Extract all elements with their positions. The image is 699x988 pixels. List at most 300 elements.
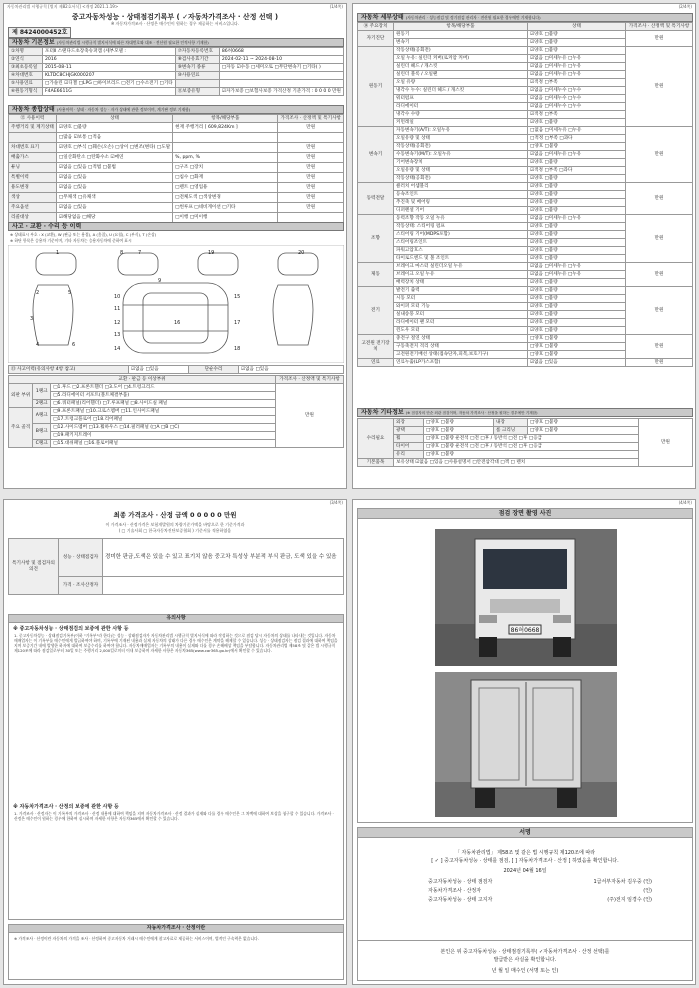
overall-state: ☑없음 □있음: [56, 183, 172, 193]
detail-state: ☑양호 □불량: [528, 303, 626, 311]
detail-state: ☑양호 □불량: [528, 31, 626, 39]
basic-value: 2016: [43, 56, 176, 64]
signature-text-1: 「 자동차관리법」 제58조 및 같은 법 시행규칙 제120조에 따라: [454, 850, 596, 856]
detail-item: 브레이크 오일 누유: [394, 271, 528, 279]
detail-state: □적정 □부족 □과다: [528, 135, 626, 143]
detail-row: [358, 335, 693, 343]
detail-state: ☑양호 □불량: [528, 199, 626, 207]
vehicle-diagram: [8, 245, 344, 363]
other-state: □양호 □불량: [424, 451, 639, 459]
diagram-part-label: 1: [56, 250, 60, 256]
detail-group: 동력전달: [358, 183, 394, 215]
detail-state: □없음 □미세누유 □누유: [528, 127, 626, 135]
notice-title: 유의사항: [9, 615, 343, 623]
parts-table: [8, 375, 344, 448]
overall-detail: 현재 주행거리 [ 609,824Km ]: [173, 123, 278, 133]
final-price-note-2: ( □ 기술사회 □ 한국자동차진단보증협회 ) 기준서를 적용하였음: [118, 528, 232, 533]
basic-value-2: □자동 ☑수동 □세미오토 □무단변속기 □기타( ): [219, 64, 343, 72]
basic-value: 포터Ⅱ 스탠다드초장축슈퍼캡 (세부모델 :: [43, 48, 176, 56]
rank-2-items: □6.쿼터패널(리어휀더) □7.루프패널 □8.사이드실 패널: [51, 400, 276, 408]
detail-price: 만원: [626, 263, 693, 287]
overall-detail: [173, 133, 278, 143]
detail-price: 만원: [626, 183, 693, 215]
rank-c-label: C랭크: [33, 440, 51, 448]
detail-item: 타이로드엔드 및 볼 조인트: [394, 255, 528, 263]
price-appraiser-label: 가격 · 조사산정자: [59, 577, 103, 595]
basic-info-row: [9, 88, 344, 96]
basic-items-label: 기본품목: [358, 459, 394, 467]
diagram-part-label: 10: [114, 294, 121, 300]
detail-item: 작동상태(공회전): [394, 143, 528, 151]
detail-price: 만원: [626, 215, 693, 263]
basic-label-2: ⑩사용연료: [175, 72, 219, 80]
detail-state: ☑양호 □불량: [528, 39, 626, 47]
detail-price: 만원: [626, 287, 693, 335]
overall-detail: □이행 □미이행: [173, 213, 278, 223]
detail-group: 고전원 전기장치: [358, 335, 394, 359]
rank-1-items: □1.후드 □2.프론트휀더 □3.도어 □4.트렁크리드: [51, 384, 276, 392]
basic-value-2: [219, 80, 343, 88]
rank-2-label: 2랭크: [33, 400, 51, 408]
overall-item: 차대번호 표기: [9, 143, 57, 153]
overall-price: 만원: [278, 183, 344, 193]
detail-item: 클러치 어셈블리: [394, 183, 528, 191]
diagram-part-label: 15: [234, 294, 241, 300]
detail-item: 브레이크 마스터 실린더오일 누유: [394, 263, 528, 271]
detail-state: ☑적정 □부족 □과다: [528, 167, 626, 175]
overall-state: ☑없음 □있음 □적법 □불법: [56, 163, 172, 173]
detail-item: 자동변속기(A/T): 오일누유: [394, 127, 528, 135]
simple-repair-label: 단순수리: [189, 366, 239, 374]
detail-col-header: 상태: [528, 23, 626, 31]
basic-value: F4AE6611G: [43, 88, 176, 96]
simple-repair-value: ☑없음 □있음: [239, 366, 344, 374]
basic-value-2: 86허0668: [219, 48, 343, 56]
basic-info-row: [9, 48, 344, 56]
basic-info-row: [9, 80, 344, 88]
overall-state: ☑없음 □있음: [56, 173, 172, 183]
detail-item: 실린더 블록 / 오일팬: [394, 71, 528, 79]
basic-value-2: [219, 72, 343, 80]
other-row: [358, 419, 693, 427]
notice-heading-1: ※ 중고자동차성능 · 상태점검의 보증에 관한 사항 등: [13, 626, 129, 632]
overall-col-header: ⑫ 사용이력: [9, 115, 57, 123]
diagram-part-label: 12: [114, 320, 121, 326]
detail-state: ☑양호 □불량: [528, 239, 626, 247]
overall-detail: %, ppm, %: [173, 153, 278, 163]
signer-name: (인): [643, 888, 652, 894]
other-info-table: [357, 418, 693, 467]
overall-price: [278, 213, 344, 223]
photo-section: [357, 508, 693, 823]
basic-value: 2015-08-11: [43, 64, 176, 72]
detail-row: [358, 31, 693, 39]
other-item: 외장: [394, 419, 424, 427]
detail-price: 만원: [626, 31, 693, 47]
detail-item: 실린더 헤드 / 개스킷: [394, 63, 528, 71]
detail-item: 와이퍼 모터 기능: [394, 303, 528, 311]
outer-panel-label: 외판 부위: [9, 384, 33, 408]
signer-role: 자동차가격조사 · 산정자: [428, 888, 482, 894]
signer-row: [428, 888, 652, 894]
overall-detail: □구조 □장치: [173, 163, 278, 173]
overall-item: 배출가스: [9, 153, 57, 163]
overall-row: [9, 173, 344, 183]
basic-label-2: [175, 80, 219, 88]
overall-state: □많음 ☑보통 □적음: [56, 133, 172, 143]
basic-label: ⑥원동기형식: [9, 88, 43, 96]
detail-row: [358, 287, 693, 295]
detail-item: 라디에이터 팬 모터: [394, 319, 528, 327]
detail-state: ☑양호 □불량: [528, 247, 626, 255]
detail-item: 동력조향 작동 오일 누유: [394, 215, 528, 223]
overall-state: ☑양호 □부식 □훼손(오손) □상이 □변조(변타) □도말: [56, 143, 172, 153]
main-frame-label: 주요 골격: [9, 408, 33, 448]
rank-a-items: □9.프론트패널 □10.크로스멤버 □11.인사이드패널: [51, 408, 276, 416]
detail-state: ☑없음 □미세누수 □누수: [528, 95, 626, 103]
rank-b-items-2: □19.패키지트레이: [51, 432, 276, 440]
rank-b-items: □12.사이드멤버 □13.휠하우스 □14.필러패널 (□A □B □C): [51, 424, 276, 432]
detail-state: ☑양호 □불량: [528, 327, 626, 335]
detail-state: ☑양호 □불량: [528, 311, 626, 319]
receipt-text-2: 발급받은 사실을 확인합니다.: [493, 957, 557, 963]
page-number: (3/4쪽): [329, 500, 343, 505]
overall-detail: [173, 143, 278, 153]
detail-item: 워터펌프: [394, 95, 528, 103]
other-state: □양호 □불량 운전석 □전 □후 / 동반석 □전 □후 □응급: [424, 435, 639, 443]
overall-status-header: 자동차 종합상태 (사용이력 · 상태 · 자동차 성능 · 자가 상태에 관한 정보이며, 계기판 정보 기재함): [8, 105, 344, 114]
signer-role: 중고자동차성능 · 상태 고지자: [428, 897, 493, 903]
basic-label-2: ⑧검사유효기간: [175, 56, 219, 64]
diagram-part-label: 4: [36, 342, 40, 348]
detail-item: 작동상태(공회전): [394, 47, 528, 55]
perf-inspector-label: 성능 · 상태점검자: [59, 539, 103, 577]
detail-item: 연료누출(LP가스포함): [394, 359, 528, 367]
overall-col-header: 가격조사 · 산정액 및 특기사항: [278, 115, 344, 123]
detail-state: ☑없음 □미세누유 □누유: [528, 271, 626, 279]
other-state: □양호 □불량 운전석 □전 □후 / 동반석 □전 □후 □응급: [424, 443, 639, 451]
signers-list: [358, 874, 692, 903]
overall-state: □일산화탄소 □탄화수소 ☑매연: [56, 153, 172, 163]
overall-item: 튜닝: [9, 163, 57, 173]
basic-label-2: ⑦자동차등록번호: [175, 48, 219, 56]
signer-role: 중고자동차성능 · 상태 점검자: [428, 879, 493, 885]
detail-state: □양호 □불량: [528, 335, 626, 343]
diagram-part-label: 7: [138, 250, 142, 256]
overall-row: [9, 213, 344, 223]
truck-front-photo: [435, 529, 617, 666]
signer-row: [428, 897, 652, 903]
detail-state: ☑양호 □불량: [528, 295, 626, 303]
detail-state: ☑양호 □불량: [528, 255, 626, 263]
photo-title: 점검 장면 촬영 사진: [358, 509, 692, 519]
overall-item: 색상: [9, 193, 57, 203]
other-item: 휠: [394, 435, 424, 443]
detail-item: 수동변속기(M/T): 오일누유: [394, 151, 528, 159]
overall-col-header: 항목/해당부품: [173, 115, 278, 123]
detail-row: [358, 263, 693, 271]
detail-state: ☑적정 □부족: [528, 111, 626, 119]
detail-row: [358, 215, 693, 223]
diagram-part-label: 2: [36, 290, 40, 296]
basic-value-2: ☑자가보증 □보험사보증 가격산정 기준가격 : 0 0 0 0 만원: [219, 88, 343, 96]
overall-detail: □썬루프 □네비게이션 □기타: [173, 203, 278, 213]
detail-item: 스티어링 기어(MDPS포함): [394, 231, 528, 239]
detail-state: ☑양호 □불량: [528, 159, 626, 167]
license-plate: 86허0668: [510, 627, 540, 634]
other-item: 타이어: [394, 443, 424, 451]
detail-state: □양호 □불량: [528, 143, 626, 151]
detail-state: ☑양호 □불량: [528, 319, 626, 327]
basic-label: ②연식: [9, 56, 43, 64]
detail-price: 만원: [626, 335, 693, 359]
signature-title: 서명: [358, 828, 692, 838]
diagram-part-label: 13: [114, 332, 121, 338]
basic-value: KLTDC8CHJGK000207: [43, 72, 176, 80]
diagram-part-label: 14: [114, 346, 121, 352]
detail-item: 디퍼렌셜 기어: [394, 207, 528, 215]
overall-row: [9, 203, 344, 213]
detail-item: 라디에이터: [394, 103, 528, 111]
diagram-part-label: 8: [120, 250, 124, 256]
overall-price: 만원: [278, 193, 344, 203]
detail-state: ☑없음 □미세누수 □누수: [528, 103, 626, 111]
overall-item: 용도변경: [9, 183, 57, 193]
inspector-opinion: 경미한 판금,도색은 있을 수 있고 표기치 않음 중고차 특성상 부분적 부식 판금, 도색 있을 수 있음: [103, 539, 344, 577]
overall-status-table: [8, 114, 344, 223]
page-number: (4/4쪽): [678, 500, 692, 505]
overall-price: 만원: [278, 123, 344, 133]
page-number: (1/4쪽): [329, 4, 343, 9]
overall-row: [9, 123, 344, 133]
basic-value-2: 2024-02-11 ~ 2024-08-10: [219, 56, 343, 64]
special-label: 특기사항 및 점검자의 의견: [9, 539, 59, 595]
diagram-part-label: 18: [234, 346, 241, 352]
detail-row: [358, 127, 693, 135]
rank-1-items-2: □5.라디에이터 서포트(볼트체결부품): [51, 392, 276, 400]
form-header: 자동차관리법 시행규칙 [별지 제82호서식] <개정 2021.1.19>: [7, 4, 119, 9]
diagram-part-label: 9: [158, 278, 162, 284]
other-item-2: 내장: [494, 419, 528, 427]
page-number: (2/4쪽): [678, 4, 692, 9]
detail-state: ☑양호 □불량: [528, 119, 626, 127]
other-state: □양호 □불량: [424, 427, 494, 435]
diagram-part-label: 3: [30, 316, 34, 322]
overall-col-header: 상태: [56, 115, 172, 123]
signer-name: (주)전지 임경수 (인): [607, 897, 652, 903]
detail-group: 변속기: [358, 127, 394, 183]
detail-item: 등속조인트: [394, 191, 528, 199]
basic-label: ①차명: [9, 48, 43, 56]
detail-state: ☑없음 □미세누유 □누유: [528, 151, 626, 159]
signature-section: [357, 827, 693, 981]
basic-items-value: 보유상태 ☑없음 □있음 □사용설명서 □안전삼각대 □잭 □ 렌치: [394, 459, 639, 467]
diagram-part-label: 11: [114, 306, 121, 312]
detail-col-header: 항목/해당부품: [394, 23, 528, 31]
record-number: 제 8424000452호: [8, 27, 71, 38]
other-state-2: □양호 □불량: [528, 419, 639, 427]
detail-item: 윈도우 모터: [394, 327, 528, 335]
opinion-table: [8, 538, 344, 595]
overall-item: 주요옵션: [9, 203, 57, 213]
detail-group: 자기진단: [358, 31, 394, 47]
diagram-part-label: 5: [68, 290, 72, 296]
overall-detail: □침수 □화재: [173, 173, 278, 183]
detail-state: ☑양호 □불량: [528, 47, 626, 55]
detail-item: 충전구 절연 상태: [394, 335, 528, 343]
detail-item: 작동상태(공회전): [394, 175, 528, 183]
detail-item: 시동 모터: [394, 295, 528, 303]
detail-state: ☑없음 □미세누유 □누유: [528, 55, 626, 63]
diagram-part-label: 19: [208, 250, 215, 256]
diagram-part-label: 17: [234, 320, 241, 326]
receipt-signature: 년 월 일 매수인 (서명 또는 인): [491, 968, 559, 974]
overall-item: [9, 133, 57, 143]
appraisal-info-title: 자동차가격조사 · 산정이란: [9, 925, 343, 933]
detail-state: ☑양호 □불량: [528, 287, 626, 295]
accident-value: ☑없음 □있음: [129, 366, 189, 374]
final-price-title: 최종 가격조사 · 산정 금액 0 0 0 0 0 만원: [113, 511, 237, 519]
page-4: [352, 499, 696, 985]
accident-label: ⑬ 사고이력(유의사항 4항 참고): [9, 366, 129, 374]
signature-text-2: [ ✓ ] 중고자동차성능 · 상태를 점검, [ ] 자동차가격조사 · 산정 ] 하였음을 확인합니다.: [431, 858, 619, 864]
form-subtitle: ※ 자동차가격조사 · 산정은 매수인이 원하는 경우 제공하는 서비스입니다.: [110, 21, 240, 26]
appraisal-info-text: ※ 가격조사 · 산정이란 자동차의 가격을 조사 · 산정하여 중고자동차 거래시 매수인에게 참고자료로 제공하는 서비스이며, 법적인 구속력은 없습니다.: [14, 936, 259, 941]
signer-name: 1급서부자동차 김우중 (인): [593, 879, 652, 885]
overall-item: 리콜대상: [9, 213, 57, 223]
overall-price: 만원: [278, 163, 344, 173]
overall-state: □무채색 □유채색: [56, 193, 172, 203]
detail-price: 만원: [626, 127, 693, 183]
detail-state: □양호 □불량: [528, 351, 626, 359]
detail-group: 전기: [358, 287, 394, 335]
detail-item: 오일유량 및 상태: [394, 167, 528, 175]
damage-history-header: 사고 · 교환 · 수리 등 이력: [8, 222, 344, 231]
other-state-2: □양호 □불량: [528, 427, 639, 435]
overall-row: [9, 193, 344, 203]
accident-table: [8, 365, 344, 374]
detail-state: ☑없음 □있음: [528, 359, 626, 367]
overall-price: 만원: [278, 203, 344, 213]
detail-item: 냉각수 수량: [394, 111, 528, 119]
detail-state: ☑없음 □미세누유 □누유: [528, 215, 626, 223]
overall-price: [278, 133, 344, 143]
rank-b-label: B랭크: [33, 424, 51, 440]
detail-item: 배력장치 상태: [394, 279, 528, 287]
overall-row: [9, 133, 344, 143]
form-title: 중고자동차성능 · 상태점검기록부 ( ✓자동차가격조사 · 산정 선택 ): [71, 13, 279, 21]
overall-detail: □렌트 □영업용: [173, 183, 278, 193]
detail-state: ☑양호 □불량: [528, 183, 626, 191]
page-1: [3, 3, 347, 489]
parts-price-header: 가격조사 · 산정액 및 특기사항: [276, 376, 344, 384]
basic-label-2: ⑪보증유형: [175, 88, 219, 96]
detail-state: ☑양호 □불량: [528, 207, 626, 215]
overall-row: [9, 153, 344, 163]
detail-state: ☑양호 □불량: [528, 231, 626, 239]
other-price: 만원: [639, 419, 693, 467]
detail-state: ☑없음 □미세누유 □누유: [528, 63, 626, 71]
price-appraiser-opinion: [103, 577, 344, 595]
overall-row: [9, 143, 344, 153]
detail-item: 변속기: [394, 39, 528, 47]
truck-rear-photo: [435, 672, 617, 817]
detail-item: 냉각수 누수: 실린더 헤드 / 개스킷: [394, 87, 528, 95]
detail-item: 오일유량 및 상태: [394, 135, 528, 143]
basic-label: ⑤사용연료: [9, 80, 43, 88]
parts-price: 만원: [276, 384, 344, 448]
detail-item: 구동축전지 격리 상태: [394, 343, 528, 351]
detail-col-header: 가격조사 · 산정액 및 특기사항: [626, 23, 693, 31]
detail-row: [358, 183, 693, 191]
basic-info-row: [9, 72, 344, 80]
repair-needed-label: 수리필요: [358, 419, 394, 459]
basic-info-row: [9, 64, 344, 72]
receipt-text-1: 본인은 위 중고자동차성능 · 상태점검기록부( ✓자동차가격조사 · 산정 선택)를: [440, 949, 610, 955]
detail-group: 조향: [358, 215, 394, 263]
receipt-box: [358, 940, 692, 980]
overall-row: [9, 183, 344, 193]
basic-label: ③최초등록일: [9, 64, 43, 72]
detail-state: ☑양호 □불량: [528, 279, 626, 287]
basic-info-row: [9, 56, 344, 64]
other-item: 광택: [394, 427, 424, 435]
basic-value: □가솔린 ☑디젤 □LPG □하이브리드 □전기 □수소전기 □기타: [43, 80, 176, 88]
overall-price: 만원: [278, 153, 344, 163]
signer-row: [428, 879, 652, 885]
other-state: □양호 □불량: [424, 419, 494, 427]
final-price-note-1: 이 가격조사 · 산정가격은 보험개발원의 차량기준가액을 바탕으로 한 기준가격과: [105, 522, 245, 527]
detail-state: ☑없음 □미세누유 □누유: [528, 263, 626, 271]
detail-status-table: [357, 22, 693, 367]
overall-item: 주행거리 및 계기상태: [9, 123, 57, 133]
basic-label: ④차대번호: [9, 72, 43, 80]
detail-item: 작동상태: 스티어링 펌프: [394, 223, 528, 231]
detail-state: ☑적정 □부족: [528, 79, 626, 87]
parts-header: 교환 · 판금 등 이상부위: [9, 376, 276, 384]
detail-item: 원동기: [394, 31, 528, 39]
other-item-2: 룸 크리닝: [494, 427, 528, 435]
page-2: [352, 3, 696, 489]
signature-date: 2024년 04월 16일: [503, 868, 547, 874]
detail-item: 파워고압호스: [394, 247, 528, 255]
detail-row: [358, 47, 693, 55]
damage-note-2: ※ 하단 항목은 승용차 기준이며, 기타 자동차는 승용자동차에 준하여 표시: [10, 238, 132, 243]
rank-1-label: 1랭크: [33, 384, 51, 400]
notice-text-2: 1. 가격조사 · 산정자는 이 기록부의 가격조사 · 산정 내용에 대하여 책임을 지며 자동차가격조사 · 산정 결과가 실제와 다를 경우 매수인은 그 차액에 대하여 보상을 청구할 수 있습니다. 가격조사 · 산정은 매수인이 원하는 경우에 한하여 실시하며 자세한 사항은 자동차365에서 확인할 수 있습니다.: [14, 811, 334, 822]
detail-item: 오일 유량: [394, 79, 528, 87]
detail-price: 만원: [626, 47, 693, 127]
basic-label-2: ⑨변속기 종류: [175, 64, 219, 72]
detail-row: [358, 359, 693, 367]
detail-price: 만원: [626, 359, 693, 367]
basic-info-header: 자동차 기본정보 (자동차관리법 시행규칙 별지서식에 따른 차대번호와 대조 · 전산원 필요한 인적사항 기재함): [8, 38, 344, 47]
overall-state: ☑없음 □있음: [56, 203, 172, 213]
detail-status-header: 자동차 세부상태 (자동차관리 · 성능점검 및 정기점검 관리자 · 전산원 필요한 경우에만 기재함니다): [357, 13, 693, 22]
overall-row: [9, 163, 344, 173]
overall-price: 만원: [278, 173, 344, 183]
detail-col-header: ⑭ 주요장치: [358, 23, 394, 31]
detail-item: 오일 누유: 실린더 커버(로커암 커버): [394, 55, 528, 63]
detail-item: 발전기 출력: [394, 287, 528, 295]
notice-text-1: 1. 중고자동차성능 · 상태점검기록부(이하 "기록부"라 한다)는 성능 · 상태점검자가 자동차관리법 시행규칙 별지서식에 따라 작성하는 것으로 점검 당시 자동차의 상태를 나타내는 것입니다. 자동차매매업자는 이 기록부를 매수인에게 발급하여야 하며, 기록부에 기재된 내용과 실제 자동차의 상태가 다른 경우 매수인은 계약을 해제할 수 있습니다. 성능 · 상태점검자는 점검 결과에 대하여 책임을 지며 보증기간 내에 발생한 하자에 대하여 보증수리를 하여야 합니다. 자동차매매업자는 기록부의 내용이 실제와 다를 경우 손해배상 책임을 부담합니다. 자동차관리법 제58조 및 같은 법 시행규칙 제120조에 따라 점검일로부터 30일 또는 주행거리 2,000킬로미터 이내 보증하며 자세한 사항은 자동차365(www.car365.go.kr)에서 확인할 수 있습니다.: [14, 633, 338, 654]
detail-item: 실내송풍 모터: [394, 311, 528, 319]
diagram-part-label: 6: [72, 342, 76, 348]
diagram-part-label: 20: [298, 250, 305, 256]
other-info-header: 자동차 기타정보 (※ 점검자의 단순 외관 점검이며, 자동차 가격조사 · 산정을 원하는 경우에만 기재함): [357, 408, 693, 417]
overall-state: ☑해당없음 □해당: [56, 213, 172, 223]
detail-state: ☑양호 □불량: [528, 191, 626, 199]
